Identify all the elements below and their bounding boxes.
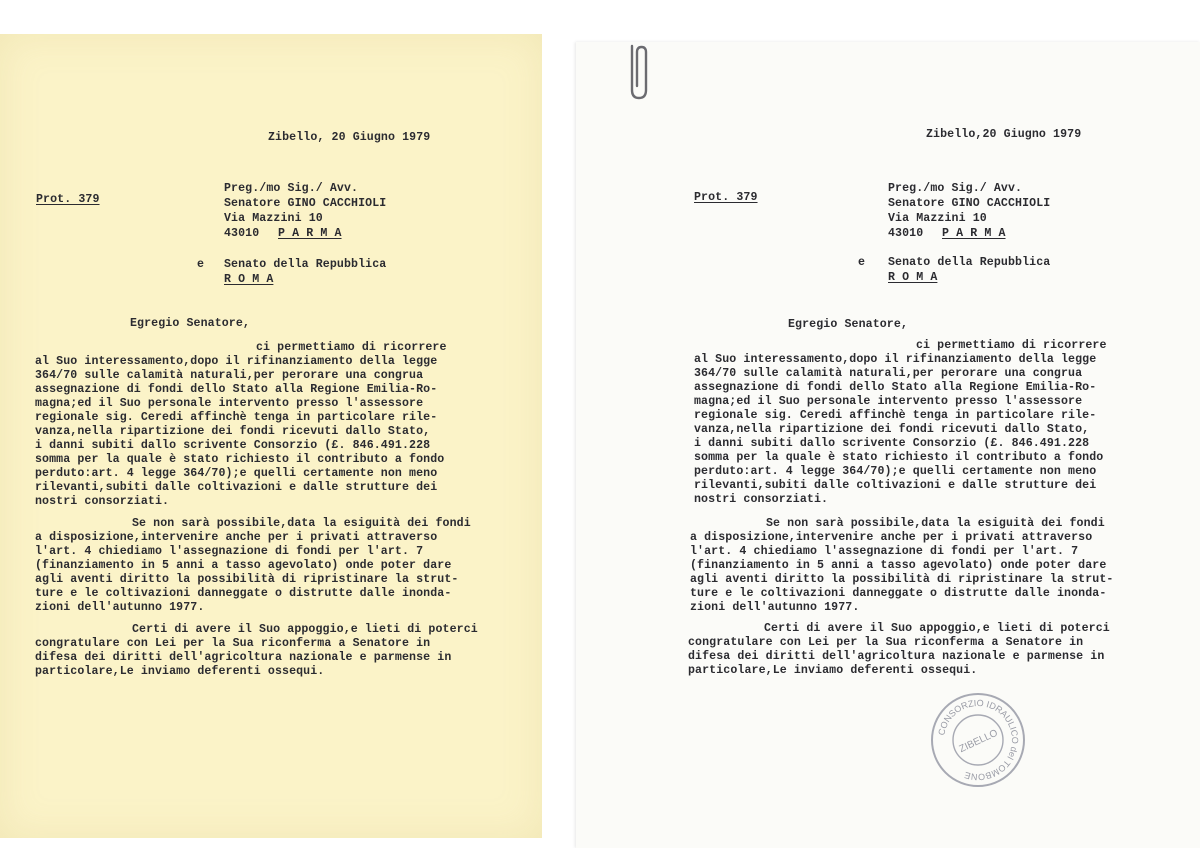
- address-line-1: Preg./mo Sig./ Avv.: [224, 182, 359, 195]
- body-line: nostri consorziati.: [35, 495, 170, 508]
- body-line: assegnazione di fondi dello Stato alla Regione Emilia-Ro-: [35, 383, 438, 396]
- protocol-number: Prot. 379: [36, 193, 100, 206]
- body-line: (finanziamento in 5 anni a tasso agevolato) onde poter dare: [35, 559, 452, 572]
- body-line: al Suo interessamento,dopo il rifinanziamento della legge: [694, 353, 1097, 366]
- address-conjunction: e: [197, 258, 205, 271]
- address-line-2: Senatore GINO CACCHIOLI: [224, 197, 387, 210]
- place-date: Zibello,20 Giugno 1979: [926, 128, 1082, 141]
- letter-sheet-right: [576, 42, 1200, 848]
- address-conjunction: e: [858, 256, 866, 269]
- stamp-ring-text: CONSORZIO IDRAULICO del TOMBONE: [936, 697, 1021, 783]
- body-line: agli aventi diritto la possibilità di ripristinare la strut-: [690, 573, 1114, 586]
- body-line: a disposizione,intervenire anche per i privati attraverso: [690, 531, 1093, 544]
- body-line: 364/70 sulle calamità naturali,per perorare una congrua: [694, 367, 1083, 380]
- address-line-3: Via Mazzini 10: [888, 212, 987, 225]
- body-line: perduto:art. 4 legge 364/70);e quelli certamente non meno: [694, 465, 1097, 478]
- address-senate: Senato della Repubblica: [224, 258, 387, 271]
- body-line: congratulare con Lei per la Sua riconferma a Senatore in: [35, 637, 431, 650]
- address-line-3: Via Mazzini 10: [224, 212, 323, 225]
- body-line: nostri consorziati.: [694, 493, 829, 506]
- body-line: perduto:art. 4 legge 364/70);e quelli certamente non meno: [35, 467, 438, 480]
- body-line: somma per la quale è stato richiesto il contributo a fondo: [35, 453, 445, 466]
- address-city: P A R M A: [278, 227, 342, 240]
- body-line: ci permettiamo di ricorrere: [916, 339, 1107, 352]
- address-city: P A R M A: [942, 227, 1006, 240]
- letter-sheet-left: [0, 34, 542, 838]
- address-rome: R O M A: [888, 271, 938, 284]
- body-line: Se non sarà possibile,data la esiguità dei fondi: [766, 517, 1105, 530]
- body-line: rilevanti,subiti dalle coltivazioni e dalle strutture dei: [694, 479, 1097, 492]
- protocol-number: Prot. 379: [694, 191, 758, 204]
- address-cap: 43010: [224, 227, 260, 240]
- body-line: l'art. 4 chiediamo l'assegnazione di fondi per l'art. 7: [690, 545, 1079, 558]
- body-line: ture e le coltivazioni danneggate o distrutte dalle inonda-: [690, 587, 1107, 600]
- body-line: zioni dell'autunno 1977.: [690, 601, 860, 614]
- address-line-1: Preg./mo Sig./ Avv.: [888, 182, 1023, 195]
- body-line: somma per la quale è stato richiesto il contributo a fondo: [694, 451, 1104, 464]
- body-line: agli aventi diritto la possibilità di ripristinare la strut-: [35, 573, 459, 586]
- body-line: vanza,nella ripartizione dei fondi ricevuti dallo Stato,: [694, 423, 1090, 436]
- body-line: ci permettiamo di ricorrere: [256, 341, 447, 354]
- consortium-stamp: [928, 690, 1028, 790]
- body-line: difesa dei diritti dell'agricoltura nazionale e parmense in: [688, 650, 1105, 663]
- body-line: assegnazione di fondi dello Stato alla Regione Emilia-Ro-: [694, 381, 1097, 394]
- body-line: al Suo interessamento,dopo il rifinanziamento della legge: [35, 355, 438, 368]
- address-cap: 43010: [888, 227, 924, 240]
- body-line: particolare,Le inviamo deferenti ossequi.: [688, 664, 978, 677]
- body-line: l'art. 4 chiediamo l'assegnazione di fondi per l'art. 7: [35, 545, 424, 558]
- place-date: Zibello, 20 Giugno 1979: [268, 131, 431, 144]
- body-line: Certi di avere il Suo appoggio,e lieti di poterci: [132, 623, 478, 636]
- address-line-2: Senatore GINO CACCHIOLI: [888, 197, 1051, 210]
- body-line: zioni dell'autunno 1977.: [35, 601, 205, 614]
- body-line: particolare,Le inviamo deferenti ossequi.: [35, 665, 325, 678]
- address-rome: R O M A: [224, 273, 274, 286]
- body-line: magna;ed il Suo personale intervento presso l'assessore: [694, 395, 1083, 408]
- stamp-center-text: ZIBELLO: [957, 727, 1000, 756]
- paperclip-icon: [624, 42, 654, 102]
- body-line: 364/70 sulle calamità naturali,per perorare una congrua: [35, 369, 424, 382]
- address-senate: Senato della Repubblica: [888, 256, 1051, 269]
- body-line: magna;ed il Suo personale intervento presso l'assessore: [35, 397, 424, 410]
- body-line: i danni subiti dallo scrivente Consorzio (£. 846.491.228: [694, 437, 1090, 450]
- body-line: (finanziamento in 5 anni a tasso agevolato) onde poter dare: [690, 559, 1107, 572]
- body-line: rilevanti,subiti dalle coltivazioni e dalle strutture dei: [35, 481, 438, 494]
- salutation: Egregio Senatore,: [788, 318, 908, 331]
- body-line: congratulare con Lei per la Sua riconferma a Senatore in: [688, 636, 1084, 649]
- body-line: a disposizione,intervenire anche per i privati attraverso: [35, 531, 438, 544]
- body-line: difesa dei diritti dell'agricoltura nazionale e parmense in: [35, 651, 452, 664]
- body-line: ture e le coltivazioni danneggate o distrutte dalle inonda-: [35, 587, 452, 600]
- salutation: Egregio Senatore,: [130, 317, 250, 330]
- body-line: Certi di avere il Suo appoggio,e lieti di poterci: [764, 622, 1110, 635]
- body-line: regionale sig. Ceredi affinchè tenga in particolare rile-: [694, 409, 1097, 422]
- body-line: regionale sig. Ceredi affinchè tenga in particolare rile-: [35, 411, 438, 424]
- body-line: i danni subiti dallo scrivente Consorzio (£. 846.491.228: [35, 439, 431, 452]
- body-line: Se non sarà possibile,data la esiguità dei fondi: [132, 517, 471, 530]
- body-line: vanza,nella ripartizione dei fondi ricevuti dallo Stato,: [35, 425, 431, 438]
